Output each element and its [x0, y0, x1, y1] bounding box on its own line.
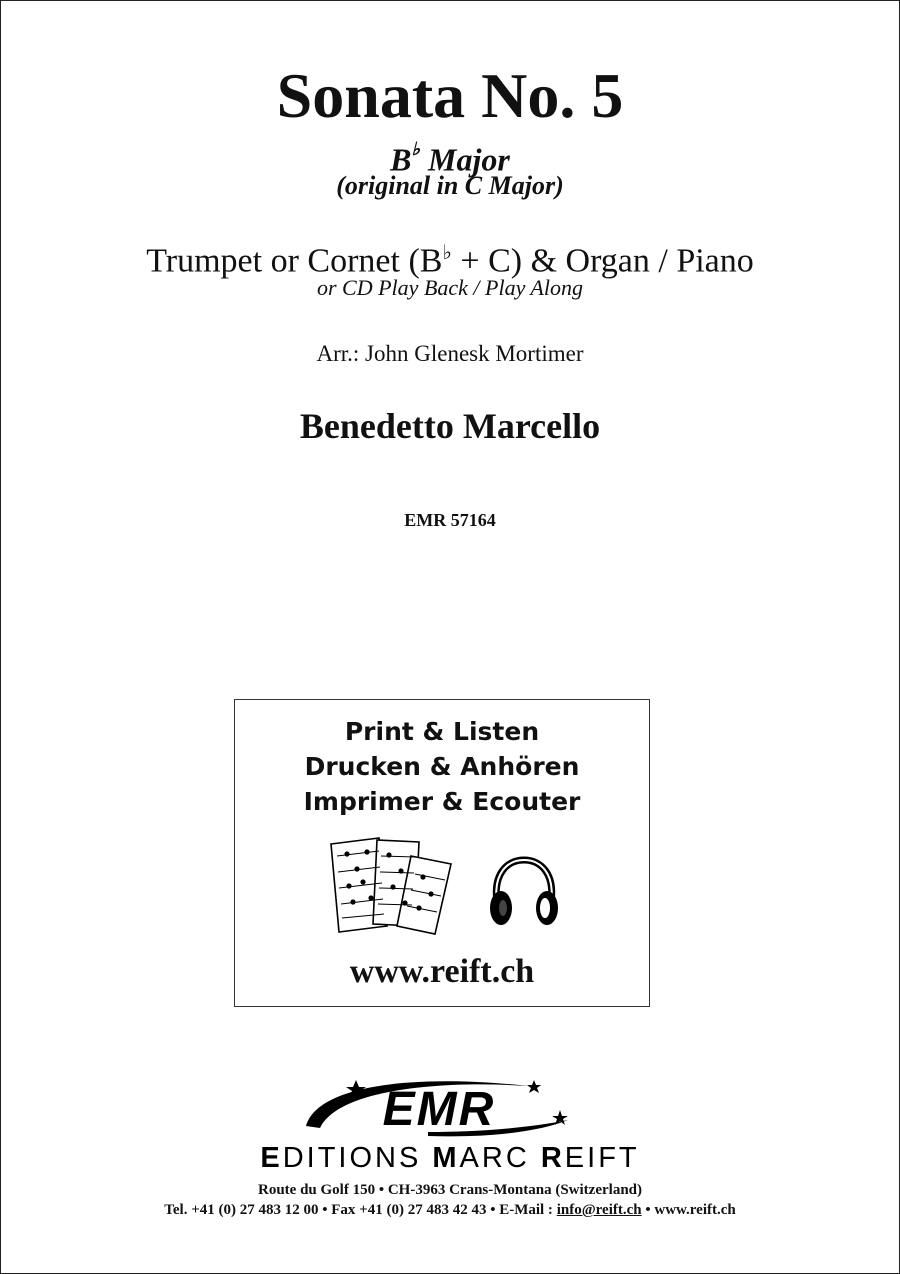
contact-phone-fax: Tel. +41 (0) 27 483 12 00 • Fax +41 (0) 27 483 42 43 • E-Mail : [164, 1202, 557, 1218]
print-listen-box [234, 699, 650, 1007]
flat-symbol: ♭ [411, 139, 421, 159]
publisher-part-2: ARC [459, 1142, 541, 1174]
publisher-initial-r: R [540, 1142, 565, 1174]
publisher-part-3: EIFT [564, 1142, 640, 1174]
key-letter: B [390, 141, 412, 178]
emr-logo-text: EMR [382, 1083, 496, 1136]
sheet-music-icon [327, 834, 455, 936]
publisher-contact [0, 1200, 900, 1220]
original-key-note: (original in C Major) [336, 171, 564, 200]
publisher-part-1: DITIONS [282, 1142, 433, 1174]
publisher-address: Route du Golf 150 • CH-3963 Crans-Montana (Switzerland) [258, 1182, 642, 1198]
publisher-initial-e: E [260, 1142, 283, 1174]
composer: Benedetto Marcello [299, 406, 601, 446]
publisher-name [0, 1140, 900, 1176]
catalog-code: EMR 57164 [404, 510, 496, 530]
instrumentation-flat: ♭ [442, 242, 452, 264]
promo-url: www.reift.ch [349, 953, 535, 990]
key-mode: Major [420, 141, 510, 178]
page-title: Sonata No. 5 [276, 60, 624, 131]
promo-line-de: Drucken & Anhören [304, 752, 580, 781]
instrumentation-before: Trumpet or Cornet (B [146, 242, 443, 280]
email-link[interactable]: info@reift.ch [556, 1202, 642, 1218]
contact-website: • www.reift.ch [641, 1202, 736, 1218]
arranger: Arr.: John Glenesk Mortimer [316, 341, 584, 366]
playback-note: or CD Play Back / Play Along [317, 275, 583, 300]
promo-line-fr: Imprimer & Ecouter [303, 787, 581, 816]
instrumentation-after: + C) & Organ / Piano [451, 242, 754, 280]
publisher-initial-m: M [432, 1142, 460, 1174]
headphones-icon [487, 854, 561, 930]
promo-line-en: Print & Listen [344, 717, 540, 746]
